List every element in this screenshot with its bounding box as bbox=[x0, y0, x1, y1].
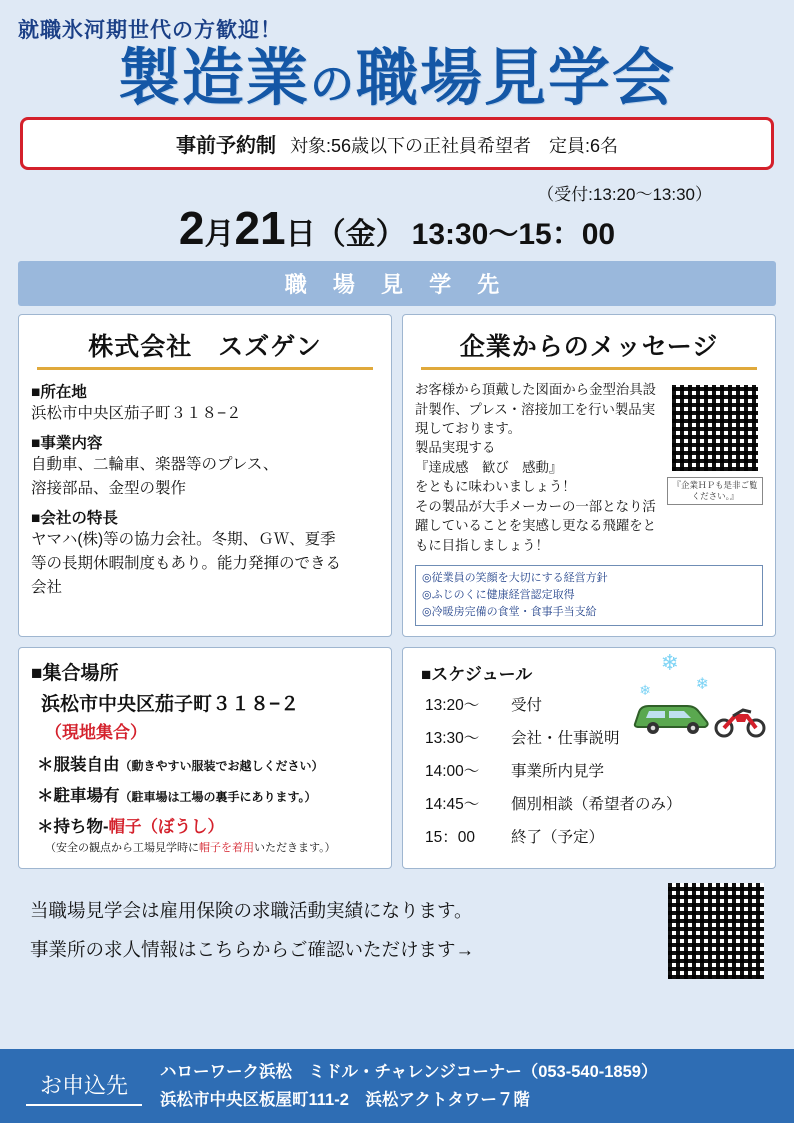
title-part2: 職場見学会 bbox=[356, 44, 677, 113]
message-line-2: 計製作、プレス・溶接加工を行い製品実 bbox=[415, 401, 656, 417]
snowflake-icon: ❄ bbox=[660, 650, 679, 676]
section-bar: 職 場 見 学 先 bbox=[18, 261, 776, 306]
bring-prefix: ＊持ち物- bbox=[37, 818, 109, 837]
meeting-card bbox=[18, 647, 392, 869]
schedule-time: 13:30〜 bbox=[425, 730, 480, 748]
schedule-time: 13:20〜 bbox=[425, 697, 480, 715]
feature-label: ■会社の特長 bbox=[31, 510, 118, 528]
message-line-4: 製品実現する bbox=[415, 440, 496, 456]
schedule-heading: ■スケジュール bbox=[421, 665, 533, 685]
reservation-detail: 対象:56歳以下の正社員希望者 定員:6名 bbox=[289, 136, 619, 157]
snowflake-icon: ❄ bbox=[695, 676, 709, 694]
note-red: 帽子を着用 bbox=[199, 842, 254, 855]
parking-sub: （駐車場は工場の裏手にあります。） bbox=[119, 790, 317, 805]
motorcycle-icon bbox=[713, 700, 767, 740]
job-info-qr-code-icon[interactable] bbox=[668, 883, 764, 979]
feature-line-3: 会社 bbox=[31, 579, 63, 597]
apply-label: お申込先 bbox=[26, 1067, 142, 1106]
message-line-1: お客様から頂戴した図面から金型治具設 bbox=[415, 382, 657, 398]
title-underline bbox=[37, 367, 373, 370]
date-day: 21 bbox=[234, 202, 286, 255]
schedule-time: 15：00 bbox=[425, 829, 475, 847]
date-month: 2 bbox=[178, 202, 205, 255]
schedule-text: 受付 bbox=[511, 697, 543, 715]
meeting-item-parking bbox=[37, 782, 379, 806]
car-icon bbox=[629, 692, 715, 736]
event-time: 13:30〜15：00 bbox=[411, 218, 616, 252]
schedule-text: 個別相談（希望者のみ） bbox=[511, 796, 682, 814]
reservation-label: 事前予約制 bbox=[175, 135, 276, 158]
bottom-line-1: 当職場見学会は雇用保険の求職活動実績になります。 bbox=[30, 900, 473, 922]
title-no: の bbox=[310, 60, 356, 109]
schedule-text: 事業所内見学 bbox=[511, 763, 605, 781]
business-line-1: 自動車、二輪車、楽器等のプレス、 bbox=[31, 456, 279, 474]
main-title bbox=[12, 46, 782, 111]
company-qr-column bbox=[667, 380, 763, 555]
schedule-text: 会社・仕事説明 bbox=[511, 730, 620, 748]
schedule-time: 14:00〜 bbox=[425, 763, 480, 781]
message-underline bbox=[421, 367, 757, 370]
meeting-note bbox=[45, 839, 379, 855]
address-label: ■所在地 bbox=[31, 384, 87, 402]
note-pre: （安全の観点から工場見学時に bbox=[45, 842, 199, 855]
meeting-item-dress bbox=[37, 751, 379, 775]
schedule-text: 終了（予定） bbox=[511, 829, 605, 847]
snowflake-icon: ❄ bbox=[639, 682, 651, 699]
message-body bbox=[415, 380, 661, 555]
feature-line-2: 等の長期休暇制度もあり。能力発揮のできる bbox=[31, 555, 342, 573]
date-month-unit: 月 bbox=[204, 218, 235, 252]
bottom-line-2: 事業所の求人情報はこちらからご確認いただけます→ bbox=[30, 939, 475, 961]
message-line-6: をともに味わいましょう！ bbox=[415, 479, 576, 495]
schedule-row bbox=[425, 825, 763, 847]
date-day-unit: 日（金） bbox=[285, 218, 406, 252]
apply-info bbox=[160, 1058, 657, 1114]
catch-copy: 就職氷河期世代の方歓迎！ bbox=[18, 19, 282, 42]
feature-line-1: ヤマハ(株)等の協力会社。冬期、ＧＷ、夏季 bbox=[31, 531, 336, 549]
message-card bbox=[402, 314, 776, 637]
upper-columns bbox=[18, 314, 776, 637]
company-card bbox=[18, 314, 392, 637]
lower-columns bbox=[18, 647, 776, 869]
note-post: いただきます。） bbox=[254, 842, 336, 855]
footer-bar bbox=[0, 1049, 794, 1123]
schedule-row bbox=[425, 759, 763, 781]
company-qr-code-icon[interactable] bbox=[669, 382, 761, 474]
badge-item: ◎冷暖房完備の食堂・食事手当支給 bbox=[422, 606, 597, 619]
business-label: ■事業内容 bbox=[31, 435, 103, 453]
meeting-item-bring bbox=[37, 813, 379, 837]
meeting-heading: ■集合場所 bbox=[31, 663, 119, 685]
bottom-note bbox=[30, 883, 764, 979]
company-address: 浜松市中央区茄子町３１８−２ bbox=[31, 405, 242, 423]
meeting-address: 浜松市中央区茄子町３１８−２ bbox=[41, 694, 300, 716]
bottom-lines bbox=[30, 892, 668, 970]
message-line-5: 『達成感 歓び 感動』 bbox=[415, 459, 563, 475]
message-line-3: 現しております。 bbox=[415, 420, 522, 436]
footer-line-1: ハローワーク浜松 ミドル・チャレンジコーナー（053-540-1859） bbox=[160, 1062, 658, 1081]
schedule-card bbox=[402, 647, 776, 869]
title-part1: 製造業 bbox=[117, 44, 310, 113]
reception-time: （受付:13:20〜13:30） bbox=[537, 185, 712, 205]
schedule-time: 14:45〜 bbox=[425, 796, 480, 814]
business-line-2: 溶接部品、金型の製作 bbox=[31, 480, 187, 498]
company-name: 株式会社 スズゲン bbox=[88, 333, 322, 362]
message-body-wrap bbox=[415, 380, 763, 555]
dress-sub: （動きやすい服装でお越しください） bbox=[119, 759, 324, 774]
message-title: 企業からのメッセージ bbox=[459, 333, 719, 362]
message-line-9: もに目指しましょう！ bbox=[415, 537, 549, 553]
dress-main: ＊服装自由 bbox=[37, 756, 120, 775]
badge-item: ◎ふじのくに健康経営認定取得 bbox=[422, 589, 575, 602]
schedule-row bbox=[425, 792, 763, 814]
company-qr-caption: 『企業ＨＰも是非ご覧ください。』 bbox=[667, 477, 763, 505]
message-line-7: その製品が大手メーカーの一部となり活 bbox=[415, 498, 656, 514]
badge-item: ◎従業員の笑顔を大切にする経営方針 bbox=[422, 572, 608, 585]
meeting-onsite: （現地集合） bbox=[45, 723, 147, 743]
footer-line-2: 浜松市中央区板屋町111-2 浜松アクトタワー７階 bbox=[160, 1091, 530, 1109]
company-badges bbox=[415, 565, 763, 626]
bring-item: 帽子（ぼうし） bbox=[108, 818, 224, 837]
event-date bbox=[12, 201, 782, 255]
parking-main: ＊駐車場有 bbox=[37, 787, 120, 806]
reservation-box bbox=[20, 117, 774, 170]
message-line-8: 躍していることを実感し更なる飛躍をと bbox=[415, 518, 657, 534]
